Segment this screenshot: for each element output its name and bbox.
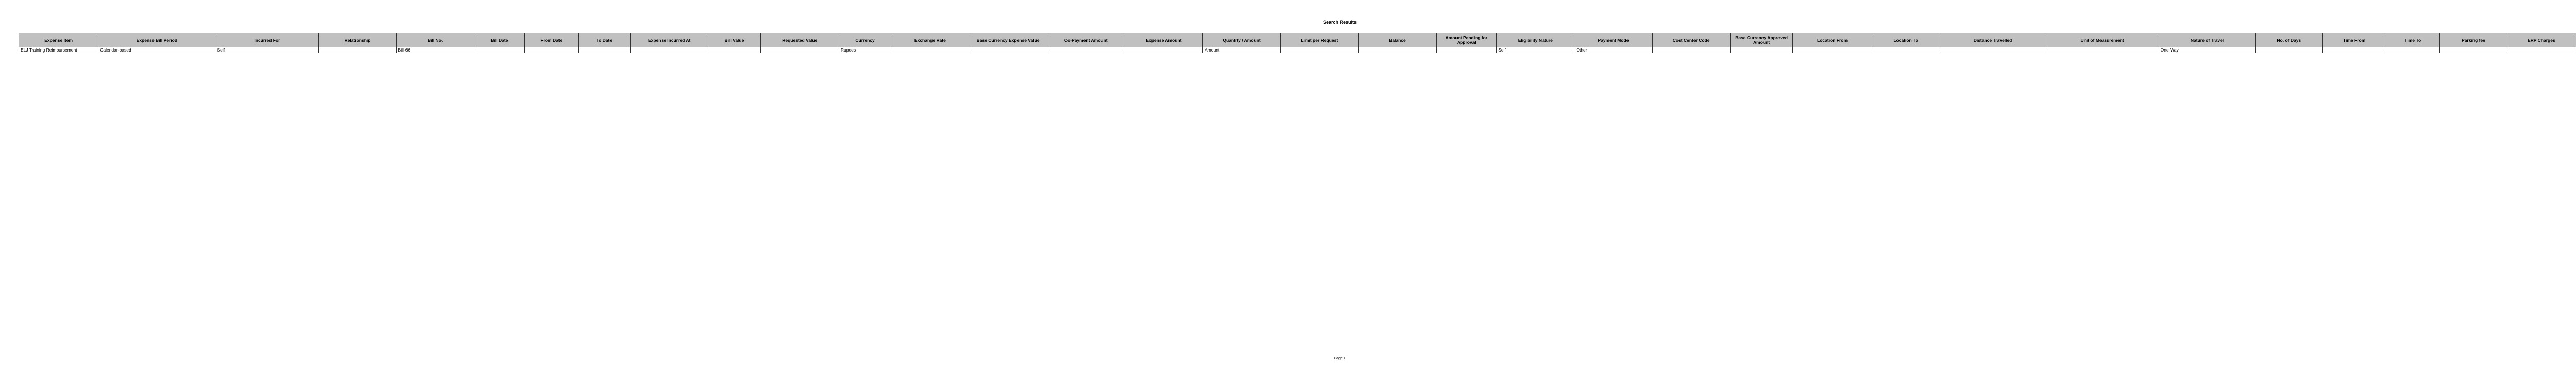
- table-cell: Other: [1574, 47, 1652, 53]
- table-body: [19, 47, 2576, 53]
- column-header: Location From: [1793, 33, 1872, 47]
- report-title: Search Results: [1323, 20, 1357, 25]
- column-header: Cost Center Code: [1652, 33, 1730, 47]
- table-cell: [1940, 47, 2046, 53]
- table-cell: ELJ Training Reimbursement: [19, 47, 98, 53]
- table-cell: Calendar-based: [98, 47, 215, 53]
- table-cell: [1730, 47, 1793, 53]
- column-header: Expense Amount: [1125, 33, 1202, 47]
- search-results-table: [19, 33, 2576, 53]
- column-header: Payment Mode: [1574, 33, 1652, 47]
- column-header: To Date: [578, 33, 630, 47]
- table-row: [19, 47, 2576, 53]
- column-header: Requested Value: [760, 33, 839, 47]
- table-cell: [2507, 47, 2575, 53]
- table-cell: Amount: [1203, 47, 1281, 53]
- table-cell: [969, 47, 1047, 53]
- table-cell: [631, 47, 708, 53]
- column-header: Time To: [2386, 33, 2439, 47]
- table-cell: [2323, 47, 2386, 53]
- table-cell: [1652, 47, 1730, 53]
- column-header: Expense Incurred At: [631, 33, 708, 47]
- column-header: Base Currency Approved Amount: [1730, 33, 1793, 47]
- table-cell: [708, 47, 760, 53]
- column-header: Limit per Request: [1281, 33, 1359, 47]
- table-cell: [1281, 47, 1359, 53]
- column-header: Currency: [839, 33, 891, 47]
- column-header: Time From: [2323, 33, 2386, 47]
- table-cell: [2386, 47, 2439, 53]
- table-cell: [1359, 47, 1436, 53]
- table-cell: [1125, 47, 1202, 53]
- table-cell: [1793, 47, 1872, 53]
- table-cell: [474, 47, 524, 53]
- column-header: Bill Value: [708, 33, 760, 47]
- column-header: Co-Payment Amount: [1047, 33, 1125, 47]
- table-cell: Self: [1497, 47, 1574, 53]
- column-header: Expense Bill Period: [98, 33, 215, 47]
- table-cell: [319, 47, 396, 53]
- table-cell: [760, 47, 839, 53]
- table-cell: Rupees: [839, 47, 891, 53]
- column-header: Relationship: [319, 33, 396, 47]
- column-header: Bill Date: [474, 33, 524, 47]
- column-header: Eligibility Nature: [1497, 33, 1574, 47]
- column-header: Parking fee: [2439, 33, 2507, 47]
- table-cell: [1436, 47, 1497, 53]
- table-cell: [2046, 47, 2159, 53]
- column-header: Amount Pending for Approval: [1436, 33, 1497, 47]
- table-cell: Self: [215, 47, 319, 53]
- column-header: Exchange Rate: [891, 33, 969, 47]
- table-cell: One Way: [2159, 47, 2256, 53]
- column-header: From Date: [525, 33, 578, 47]
- column-header: Unit of Measurement: [2046, 33, 2159, 47]
- column-header: Nature of Travel: [2159, 33, 2256, 47]
- table-cell: [891, 47, 969, 53]
- page-number: Page 1: [1334, 357, 1346, 360]
- table-cell: Bill-66: [396, 47, 474, 53]
- column-header: Base Currency Expense Value: [969, 33, 1047, 47]
- column-header: Location To: [1872, 33, 1940, 47]
- table-cell: [525, 47, 578, 53]
- table-cell: [1872, 47, 1940, 53]
- column-header: Balance: [1359, 33, 1436, 47]
- table-cell: [2439, 47, 2507, 53]
- column-header: Bill No.: [396, 33, 474, 47]
- column-header: Quantity / Amount: [1203, 33, 1281, 47]
- table-cell: [578, 47, 630, 53]
- table-cell: [2256, 47, 2323, 53]
- column-header: Distance Travelled: [1940, 33, 2046, 47]
- table-header-row: [19, 33, 2576, 47]
- column-header: Incurred For: [215, 33, 319, 47]
- table-cell: [1047, 47, 1125, 53]
- column-header: Expense Item: [19, 33, 98, 47]
- column-header: No. of Days: [2256, 33, 2323, 47]
- column-header: ERP Charges: [2507, 33, 2575, 47]
